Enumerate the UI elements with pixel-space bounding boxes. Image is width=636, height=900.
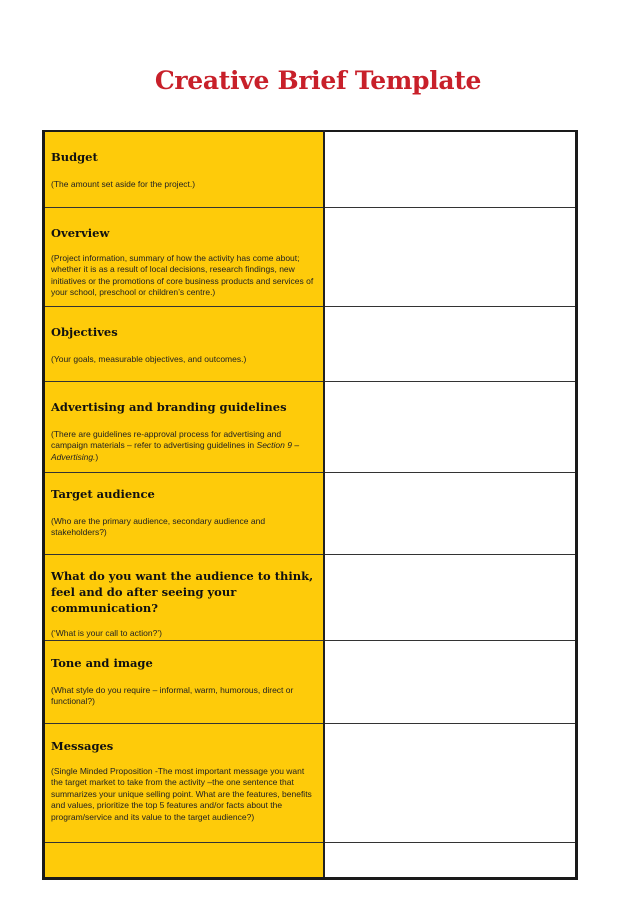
messages-input[interactable] bbox=[325, 724, 575, 758]
label-cell-advertising-guidelines bbox=[44, 381, 325, 472]
value-cell-advertising-guidelines[interactable] bbox=[324, 381, 577, 472]
table-row-objectives bbox=[44, 306, 577, 381]
value-cell-audience-response[interactable] bbox=[324, 554, 577, 640]
field-title-budget: Budget bbox=[51, 150, 98, 164]
label-cell-blank bbox=[44, 842, 325, 878]
field-hint-budget: (The amount set aside for the project.) bbox=[51, 179, 196, 189]
field-title-objectives: Objectives bbox=[51, 324, 118, 339]
value-cell-tone-and-image[interactable] bbox=[324, 640, 577, 723]
label-cell-objectives bbox=[44, 306, 325, 381]
field-hint-overview: (Project information, summary of how the activity has come about; whether it is as a result of local decisions, research findings, new initiatives or the promotions of core business products and services of your school, preschool or children’s centre.) bbox=[51, 252, 314, 297]
document-title: Creative Brief Template bbox=[154, 66, 482, 95]
table-row-messages bbox=[44, 723, 577, 842]
label-cell-target-audience bbox=[44, 472, 325, 554]
field-title-audience-response: What do you want the audience to think, feel and do after seeing your communication? bbox=[51, 568, 314, 615]
table-row-advertising-guidelines bbox=[44, 381, 577, 472]
field-title-messages: Messages bbox=[51, 738, 114, 753]
table-row-tone-and-image bbox=[44, 640, 577, 723]
table-row-blank bbox=[44, 842, 577, 878]
field-title-overview: Overview bbox=[51, 225, 110, 240]
table-row-overview bbox=[44, 207, 577, 306]
field-hint-target-audience: (Who are the primary audience, secondary audience and stakeholders?) bbox=[51, 515, 266, 537]
table-row-budget bbox=[44, 131, 577, 207]
label-cell-tone-and-image bbox=[44, 640, 325, 723]
hint-text: (There are guidelines re-approval process for advertising and campaign materials – refer to advertising guidelines in bbox=[51, 428, 282, 450]
table-row-audience-response bbox=[44, 554, 577, 640]
overview-input[interactable] bbox=[325, 208, 575, 242]
field-hint-messages: (Single Minded Proposition -The most important message you want the target market to take from the activity –the one sentence that summarizes your unique selling point. What are the features, benefits and values, prioritize the top 5 features and/or facts about the program/service and its value to the target audience?) bbox=[51, 765, 312, 822]
field-hint-audience-response: (‘What is your call to action?’) bbox=[51, 627, 163, 638]
hint-text-end: ) bbox=[95, 451, 99, 462]
hint-section-reference: Section 9 – Advertising. bbox=[51, 440, 300, 462]
value-cell-messages[interactable] bbox=[324, 723, 577, 842]
creative-brief-table bbox=[42, 130, 578, 880]
objectives-input[interactable] bbox=[325, 307, 575, 341]
advertising-guidelines-input[interactable] bbox=[325, 382, 575, 416]
label-cell-audience-response bbox=[44, 554, 325, 640]
field-title-advertising-guidelines: Advertising and branding guidelines bbox=[51, 399, 287, 414]
value-cell-overview[interactable] bbox=[324, 207, 577, 306]
value-cell-objectives[interactable] bbox=[324, 306, 577, 381]
value-cell-budget[interactable] bbox=[324, 131, 577, 207]
value-cell-blank[interactable] bbox=[324, 842, 577, 878]
blank-input[interactable] bbox=[325, 843, 575, 877]
label-cell-messages bbox=[44, 723, 325, 842]
tone-and-image-input[interactable] bbox=[325, 641, 575, 675]
label-cell-overview bbox=[44, 207, 325, 306]
field-hint-advertising-guidelines bbox=[51, 429, 317, 464]
audience-response-input[interactable] bbox=[325, 555, 575, 589]
table-row-target-audience bbox=[44, 472, 577, 554]
budget-input[interactable] bbox=[325, 132, 575, 166]
target-audience-input[interactable] bbox=[325, 473, 575, 507]
value-cell-target-audience[interactable] bbox=[324, 472, 577, 554]
field-hint-objectives: (Your goals, measurable objectives, and outcomes.) bbox=[51, 353, 247, 364]
label-cell-budget bbox=[44, 131, 325, 207]
field-hint-tone-and-image: (What style do you require – informal, warm, humorous, direct or functional?) bbox=[51, 684, 294, 706]
field-title-tone-and-image: Tone and image bbox=[51, 655, 153, 670]
field-title-target-audience: Target audience bbox=[51, 486, 155, 501]
